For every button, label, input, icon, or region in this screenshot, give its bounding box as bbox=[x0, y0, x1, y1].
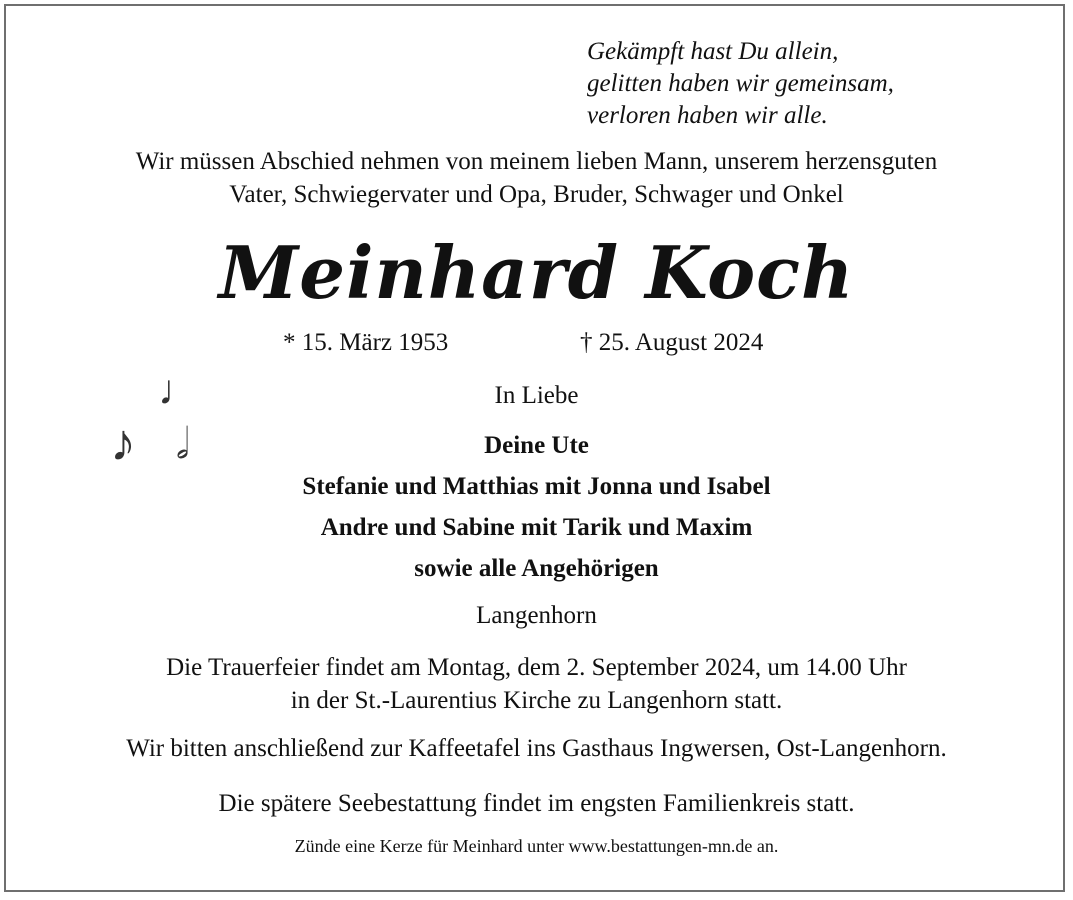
intro-line-1: Wir müssen Abschied nehmen von meinem lieben Mann, unserem herzensguten bbox=[135, 148, 938, 175]
poem bbox=[587, 36, 894, 132]
deceased-name: Meinhard Koch bbox=[218, 230, 855, 315]
coffee-invitation: Wir bitten anschließend zur Kaffeetafel ins Gasthaus Ingwersen, Ost-Langenhorn. bbox=[126, 735, 947, 762]
service-info bbox=[0, 651, 1073, 717]
burial-info: Die spätere Seebestattung findet im engsten Familienkreis statt. bbox=[218, 790, 855, 817]
mourner-line: sowie alle Angehörigen bbox=[414, 555, 659, 582]
intro-text bbox=[0, 145, 1073, 211]
mourner-line: Andre und Sabine mit Tarik und Maxim bbox=[320, 514, 753, 541]
poem-line-3: verloren haben wir alle. bbox=[587, 102, 828, 129]
half-note-icon: 𝅗𝅥 bbox=[176, 422, 190, 468]
poem-line-1: Gekämpft hast Du allein, bbox=[587, 38, 839, 65]
poem-line-2: gelitten haben wir gemeinsam, bbox=[587, 70, 894, 97]
mourners-list bbox=[0, 422, 1073, 589]
place-text: Langenhorn bbox=[476, 602, 597, 629]
mourner-line: Deine Ute bbox=[484, 432, 589, 459]
death-date: † 25. August 2024 bbox=[580, 329, 764, 356]
closing-text: In Liebe bbox=[494, 382, 579, 409]
candle-link-text: Zünde eine Kerze für Meinhard unter www.bestattungen-mn.de an. bbox=[294, 836, 779, 856]
service-line-1: Die Trauerfeier findet am Montag, dem 2. September 2024, um 14.00 Uhr bbox=[166, 654, 907, 681]
birth-date: * 15. März 1953 bbox=[283, 329, 449, 356]
service-line-2: in der St.-Laurentius Kirche zu Langenhorn statt. bbox=[290, 687, 783, 714]
quarter-note-icon: ♩ bbox=[158, 368, 200, 414]
intro-line-2: Vater, Schwiegervater und Opa, Bruder, Schwager und Onkel bbox=[229, 181, 844, 208]
eighth-note-icon: ♪ bbox=[110, 415, 136, 472]
mourner-line: Stefanie und Matthias mit Jonna und Isabel bbox=[302, 473, 771, 500]
